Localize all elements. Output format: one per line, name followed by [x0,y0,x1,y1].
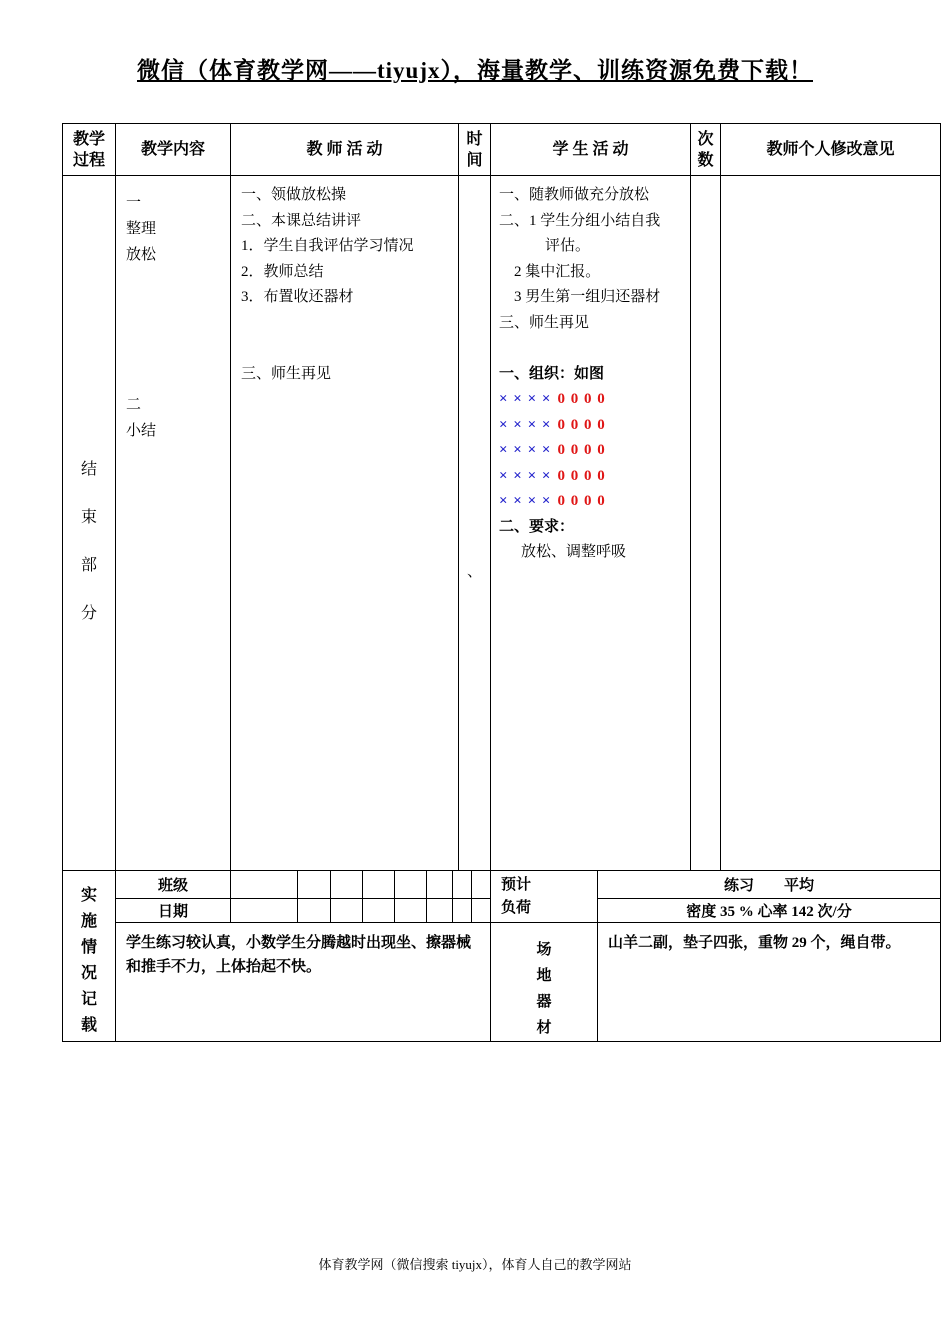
text-line: 二、1 学生分组小结自我 [499,212,661,229]
page-footer: 体育教学网（微信搜索 tiyujx），体育人自己的教学网站 [318,1257,632,1272]
lesson-plan-table [62,123,941,1042]
text-line: 一、随教师做充分放松 [499,187,650,203]
formation-x-marks: × × × × [499,391,552,407]
teacher-activity-cell [231,176,459,870]
expected-load-label [491,871,598,922]
text-line: 负荷 [501,900,532,916]
equipment-label: 场 地 器 材 [491,923,598,1041]
class-row [116,871,491,899]
count-cell [691,176,721,870]
text-line: 评估。 [545,238,591,254]
formation-x-marks: × × × × [499,416,552,433]
class-date-grid [116,871,491,922]
empty-grid-cell [472,899,491,922]
empty-grid-cell [331,899,363,922]
formation-line [499,464,686,490]
text-line: 放松 [126,247,157,263]
empty-grid-cell [453,871,472,898]
header-student-activity: 学 生 活 动 [491,124,691,175]
text-line: 二、本课总结讲评 [241,212,362,229]
empty-grid-cell [331,871,363,898]
formation-o-marks: 0 0 0 0 [557,416,606,433]
empty-grid-cell [395,899,427,922]
formation-x-marks: × × × × [499,442,552,458]
formation-o-marks: 0 0 0 0 [557,391,606,407]
record-section-body [116,871,940,1041]
empty-grid-cell [395,871,427,898]
student-activity-cell [491,176,691,870]
teaching-content-cell [116,176,231,870]
text-line: 2 集中汇报。 [514,263,601,280]
date-label: 日期 [116,899,231,922]
equipment-list: 山羊二副，垫子四张，重物 29 个，绳自带。 [608,935,901,951]
phase-label-ending: 结 束 部 分 [63,176,116,870]
density-heart-rate-row: 密度 35 % 心率 142 次/分 [686,904,852,920]
organization-title: 一、组织：如图 [499,365,605,382]
notes-band [116,923,940,1041]
implementation-notes: 学生练习较认真，小数学生分腾越时出现坐、擦器械和推手不力，上体抬起不快。 [116,923,491,1041]
formation-line [499,489,686,515]
practice-average-row: 练习 平均 [598,871,940,899]
empty-grid-cell [427,899,453,922]
empty-grid-cell [427,871,453,898]
date-row [116,899,491,922]
empty-grid-cell [453,899,472,922]
text-line: 3．布置收还器材 [241,289,354,305]
table-body-row [63,176,940,871]
text-line: 整理 [126,221,157,237]
header-teacher-activity: 教 师 活 动 [231,124,459,175]
class-date-band [116,871,940,923]
formation-o-marks: 0 0 0 0 [557,467,606,484]
table-header-row [63,124,940,176]
empty-grid-cell [363,871,395,898]
header-count: 次 数 [691,124,721,175]
empty-grid-cell [472,871,491,898]
header-time: 时 间 [459,124,491,175]
text-line: 预计 [501,877,532,893]
header-process-line2: 过程 [72,151,105,169]
formation-x-marks: × × × × [499,493,552,509]
formation-o-marks: 0 0 0 0 [557,493,606,509]
record-section [63,871,940,1041]
text-line: 一 [126,195,142,211]
formation-line [499,438,686,464]
formation-o-marks: 0 0 0 0 [557,442,606,458]
text-line: 放松、调整呼吸 [521,544,627,560]
empty-grid-cell [363,899,395,922]
record-section-label: 实 施 情 况 记 载 [63,871,116,1041]
text-line: 二 [126,397,142,413]
text-line: 一、领做放松操 [241,187,347,203]
class-label: 班级 [116,871,231,898]
load-values [598,871,940,922]
time-cell [459,176,491,870]
text-line: 三、师生再见 [499,314,590,331]
stray-mark: 、 [466,564,482,580]
opinion-cell [721,176,940,870]
empty-grid-cell [298,899,331,922]
header-opinion: 教师个人修改意见 [766,141,895,158]
empty-grid-cell [298,871,331,898]
text-line: 1．学生自我评估学习情况 [241,238,414,254]
text-line: 3 男生第一组归还器材 [514,289,661,305]
requirement-title: 二、要求： [499,518,575,535]
empty-grid-cell [231,871,298,898]
text-line: 2．教师总结 [241,263,324,280]
text-line: 小结 [126,423,157,439]
header-process [63,124,116,175]
text-line: 三、师生再见 [241,365,332,382]
empty-grid-cell [231,899,298,922]
header-process-line1: 教学 [72,130,105,148]
formation-line [499,413,686,439]
formation-line [499,387,686,413]
page-title: 微信（体育教学网——tiyujx），海量教学、训练资源免费下载！ [137,58,813,83]
formation-x-marks: × × × × [499,467,552,484]
header-content: 教学内容 [116,124,231,175]
